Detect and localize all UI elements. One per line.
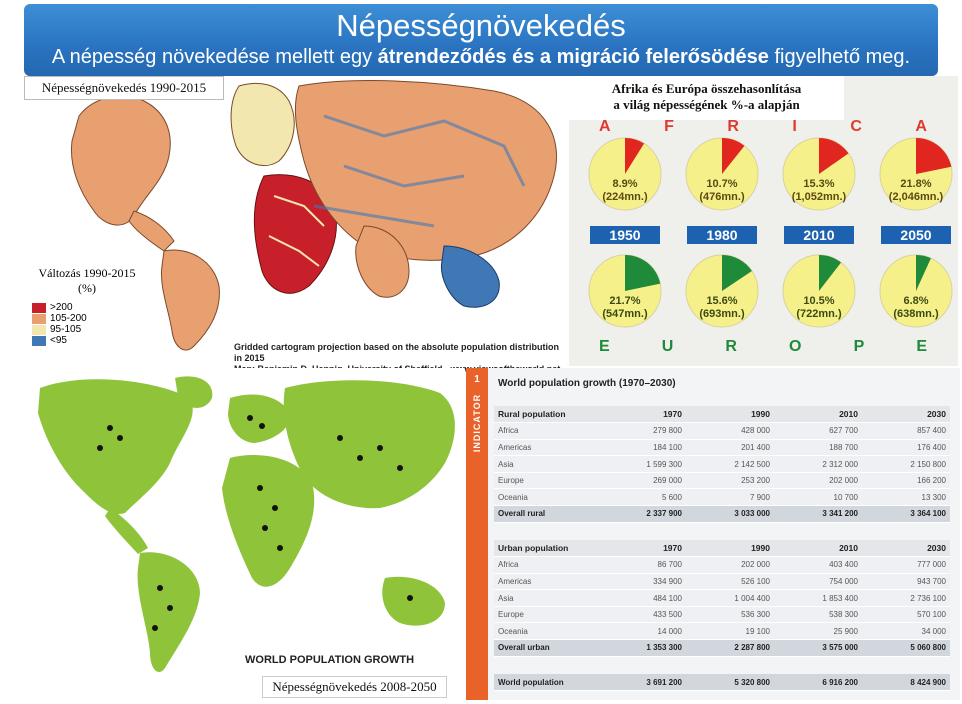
africa-label-3-pop: (2,046mn.) (888, 191, 944, 203)
europe-letters-2: R (725, 338, 739, 355)
europe-label-1 (676, 295, 768, 321)
world-map-image (0, 368, 464, 700)
urban-row-2-cell-0: 484 100 (598, 590, 686, 607)
world-table (494, 674, 950, 691)
urban-total-row-cell-0: 1 353 300 (598, 640, 686, 657)
africa-label-0-pop: (224mn.) (602, 191, 648, 203)
europe-label-3-pct: 6.8% (903, 295, 929, 307)
legend-row-0 (32, 302, 142, 313)
rural-header-row-cell-1: 1990 (686, 406, 774, 423)
urban-row-1 (494, 573, 950, 590)
rural-total-row-cell-1: 3 033 000 (686, 506, 774, 523)
cartogram-south-america (161, 250, 219, 350)
europe-label-1-pct: 15.6% (706, 295, 738, 307)
rural-row-4-cell-2: 10 700 (774, 489, 862, 506)
rural-row-1-cell-3: 176 400 (862, 439, 950, 456)
cartogram-europe (231, 83, 294, 165)
rural-row-0-label: Africa (494, 423, 598, 440)
urban-row-0-cell-3: 777 000 (862, 557, 950, 574)
rural-row-0-cell-3: 857 400 (862, 423, 950, 440)
title-banner (24, 4, 938, 76)
rural-row-1-cell-0: 184 100 (598, 439, 686, 456)
urban-header-row-label: Urban population (494, 540, 598, 557)
europe-label-1-pop: (693mn.) (699, 308, 745, 320)
rural-row-4-label: Oceania (494, 489, 598, 506)
urban-total-row-cell-1: 2 287 800 (686, 640, 774, 657)
urban-row-4 (494, 623, 950, 640)
europe-letters-5: E (916, 338, 929, 355)
urban-row-3-cell-0: 433 500 (598, 606, 686, 623)
world-total-row-label: World population (494, 674, 598, 691)
urban-total-row-cell-3: 5 060 800 (862, 640, 950, 657)
indicator-label: INDICATOR (472, 393, 482, 453)
urban-row-4-cell-1: 19 100 (686, 623, 774, 640)
urban-row-2-cell-3: 2 736 100 (862, 590, 950, 607)
rural-header-row-label: Rural population (494, 406, 598, 423)
year-badge-2050: 2050 (881, 226, 951, 244)
rural-row-2 (494, 456, 950, 473)
africa-letters-4: C (850, 118, 864, 135)
urban-row-2 (494, 590, 950, 607)
world-total-row (494, 674, 950, 691)
subtitle-bold: átrendeződés és a migráció felerősödése (377, 46, 769, 68)
indicator-strip (466, 368, 488, 700)
africa-letters-3: I (792, 118, 799, 135)
world-total-row-cell-3: 8 424 900 (862, 674, 950, 691)
urban-row-4-cell-3: 34 000 (862, 623, 950, 640)
europe-label-2-pop: (722mn.) (796, 308, 842, 320)
cartogram-legend (32, 266, 142, 346)
europe-letters (599, 338, 929, 356)
rural-row-0 (494, 423, 950, 440)
africa-label-3 (870, 178, 962, 204)
rural-header-row-cell-2: 2010 (774, 406, 862, 423)
legend-title: Változás 1990-2015 (%) (38, 266, 136, 295)
urban-row-4-cell-0: 14 000 (598, 623, 686, 640)
urban-row-2-cell-2: 1 853 400 (774, 590, 862, 607)
africa-label-2 (773, 178, 865, 204)
subtitle-part-2: figyelhető meg. (768, 46, 911, 68)
rural-row-0-cell-1: 428 000 (686, 423, 774, 440)
rural-row-3-cell-0: 269 000 (598, 472, 686, 489)
cartogram-panel (24, 76, 569, 366)
pies-panel (569, 76, 958, 366)
rural-header-row-cell-3: 2030 (862, 406, 950, 423)
africa-letters-2: R (727, 118, 741, 135)
table-panel (466, 368, 960, 700)
year-badge-1950: 1950 (590, 226, 660, 244)
urban-row-0-label: Africa (494, 557, 598, 574)
africa-label-0 (579, 178, 671, 204)
africa-letters-5: A (915, 118, 929, 135)
europe-letters-4: P (853, 338, 867, 355)
europe-letters-1: U (661, 338, 676, 355)
world-total-row-cell-1: 5 320 800 (686, 674, 774, 691)
africa-label-1-pop: (476mn.) (699, 191, 745, 203)
rural-row-1 (494, 439, 950, 456)
europe-label-0-pop: (547mn.) (602, 308, 648, 320)
europe-label-2 (773, 295, 865, 321)
world-total-row-cell-2: 6 916 200 (774, 674, 862, 691)
world-map-caption: Népességnövekedés 2008-2050 (262, 676, 447, 698)
urban-row-0 (494, 557, 950, 574)
europe-label-3-pop: (638mn.) (893, 308, 939, 320)
rural-row-4-cell-3: 13 300 (862, 489, 950, 506)
europe-label-2-pct: 10.5% (803, 295, 835, 307)
legend-row-1 (32, 313, 142, 324)
rural-header-row (494, 406, 950, 423)
rural-table (494, 406, 950, 523)
rural-row-3-cell-1: 253 200 (686, 472, 774, 489)
urban-row-1-cell-3: 943 700 (862, 573, 950, 590)
legend-row-3 (32, 335, 142, 346)
urban-row-4-cell-2: 25 900 (774, 623, 862, 640)
urban-header-row (494, 540, 950, 557)
year-badge-1980: 1980 (687, 226, 757, 244)
urban-row-0-cell-1: 202 000 (686, 557, 774, 574)
legend-swatch-2 (32, 325, 46, 335)
rural-total-row-cell-2: 3 341 200 (774, 506, 862, 523)
africa-label-3-pct: 21.8% (900, 178, 932, 190)
urban-row-1-cell-0: 334 900 (598, 573, 686, 590)
rural-row-1-cell-2: 188 700 (774, 439, 862, 456)
credit-line-1: Gridded cartogram projection based on the absolute population distribution in 2015 (234, 342, 560, 363)
page-title: Népességnövekedés (336, 8, 626, 43)
urban-header-row-cell-1: 1990 (686, 540, 774, 557)
urban-header-row-cell-3: 2030 (862, 540, 950, 557)
urban-table (494, 540, 950, 657)
year-badge-2010: 2010 (784, 226, 854, 244)
rural-total-row (494, 506, 950, 523)
legend-label-1: 105-200 (50, 313, 87, 324)
europe-label-3 (870, 295, 962, 321)
africa-letters (599, 118, 929, 136)
pies-header-line-2: a világ népességének %-a alapján (613, 97, 800, 112)
pies-header-line-1: Afrika és Európa összehasonlítása (611, 81, 802, 96)
europe-label-0 (579, 295, 671, 321)
legend-row-2 (32, 324, 142, 335)
urban-row-3-label: Europe (494, 606, 598, 623)
pies-header (569, 76, 844, 120)
rural-total-row-cell-3: 3 364 100 (862, 506, 950, 523)
europe-letters-0: E (599, 338, 612, 355)
world-total-row-cell-0: 3 691 200 (598, 674, 686, 691)
urban-total-row-label: Overall urban (494, 640, 598, 657)
rural-total-row-cell-0: 2 337 900 (598, 506, 686, 523)
rural-row-3 (494, 472, 950, 489)
urban-row-2-cell-1: 1 004 400 (686, 590, 774, 607)
europe-label-0-pct: 21.7% (609, 295, 641, 307)
cartogram-central-america (129, 211, 174, 251)
urban-row-0-cell-2: 403 400 (774, 557, 862, 574)
africa-letters-1: F (664, 118, 676, 135)
rural-row-1-label: Americas (494, 439, 598, 456)
rural-row-4 (494, 489, 950, 506)
rural-row-0-cell-0: 279 800 (598, 423, 686, 440)
urban-header-row-cell-2: 2010 (774, 540, 862, 557)
rural-total-row-label: Overall rural (494, 506, 598, 523)
africa-label-2-pct: 15.3% (803, 178, 835, 190)
cartogram-north-america (71, 96, 170, 225)
urban-row-3-cell-2: 538 300 (774, 606, 862, 623)
urban-row-2-label: Asia (494, 590, 598, 607)
subtitle-part-1: A népesség növekedése mellett egy (51, 46, 378, 68)
rural-row-2-cell-2: 2 312 000 (774, 456, 862, 473)
world-map-title: WORLD POPULATION GROWTH (245, 654, 415, 666)
rural-row-3-cell-3: 166 200 (862, 472, 950, 489)
urban-row-0-cell-0: 86 700 (598, 557, 686, 574)
legend-label-2: 95-105 (50, 324, 82, 335)
rural-row-3-cell-2: 202 000 (774, 472, 862, 489)
africa-label-2-pop: (1,052mn.) (791, 191, 847, 203)
legend-swatch-1 (32, 314, 46, 324)
legend-swatch-0 (32, 303, 46, 313)
rural-row-1-cell-1: 201 400 (686, 439, 774, 456)
urban-row-3-cell-1: 536 300 (686, 606, 774, 623)
rural-row-2-cell-1: 2 142 500 (686, 456, 774, 473)
rural-row-3-label: Europe (494, 472, 598, 489)
urban-row-1-cell-2: 754 000 (774, 573, 862, 590)
rural-row-2-cell-3: 2 150 800 (862, 456, 950, 473)
urban-total-row-cell-2: 3 575 000 (774, 640, 862, 657)
table-title: World population growth (1970–2030) (498, 378, 676, 389)
rural-row-4-cell-0: 5 600 (598, 489, 686, 506)
legend-label-0: >200 (50, 302, 73, 313)
urban-row-4-label: Oceania (494, 623, 598, 640)
page-subtitle (24, 44, 938, 70)
urban-total-row (494, 640, 950, 657)
africa-label-0-pct: 8.9% (612, 178, 638, 190)
legend-label-3: <95 (50, 335, 67, 346)
rural-row-0-cell-2: 627 700 (774, 423, 862, 440)
africa-label-1 (676, 178, 768, 204)
rural-row-4-cell-1: 7 900 (686, 489, 774, 506)
urban-row-3-cell-3: 570 100 (862, 606, 950, 623)
urban-row-1-label: Americas (494, 573, 598, 590)
world-map-panel (0, 368, 464, 700)
indicator-number: 1 (474, 374, 480, 385)
urban-header-row-cell-0: 1970 (598, 540, 686, 557)
africa-letters-0: A (599, 118, 613, 135)
legend-swatch-3 (32, 336, 46, 346)
africa-label-1-pct: 10.7% (706, 178, 738, 190)
urban-row-1-cell-1: 526 100 (686, 573, 774, 590)
rural-header-row-cell-0: 1970 (598, 406, 686, 423)
rural-row-2-cell-0: 1 599 300 (598, 456, 686, 473)
urban-row-3 (494, 606, 950, 623)
rural-row-2-label: Asia (494, 456, 598, 473)
cartogram-southeast-asia (441, 246, 499, 307)
europe-letters-3: O (789, 338, 804, 355)
cartogram-caption: Népességnövekedés 1990-2015 (24, 76, 224, 100)
